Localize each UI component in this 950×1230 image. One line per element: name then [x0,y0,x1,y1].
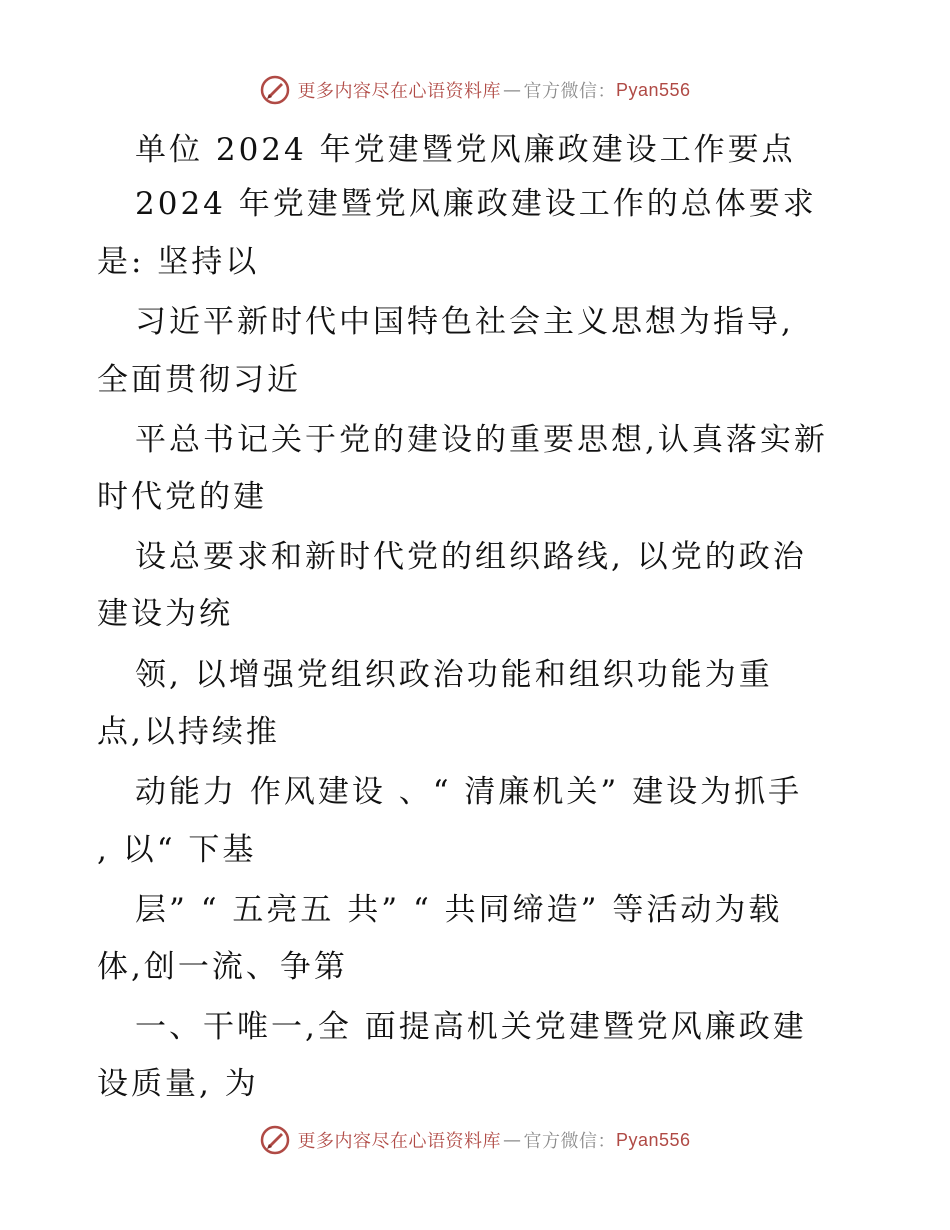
paragraph-line: 全面贯彻习近 [97,362,301,398]
paragraph-line: 一、干唯一,全 面提高机关党建暨党风廉政建 [135,1009,807,1045]
paragraph-line: 平总书记关于党的建设的重要思想,认真落实新 [135,422,828,458]
paragraph-line: 建设为统 [97,596,233,632]
paragraph-line: 领, 以增强党组织政治功能和组织功能为重 [135,657,773,693]
watermark-main-text: 更多内容尽在心语资料库 [297,81,501,102]
paragraph-line: 设质量, 为 [97,1066,259,1102]
watermark-dash: — [502,1129,522,1151]
watermark-wechat-id: Pyan556 [615,79,691,100]
watermark-wechat-id: Pyan556 [615,1129,691,1150]
paragraph-line: 动能力 作风建设 、“ 清廉机关” 建设为抓手 [135,774,803,810]
footer-watermark [0,1120,950,1160]
document-body [97,120,867,1110]
paragraph-line: 设总要求和新时代党的组织路线, 以党的政治 [135,539,807,575]
paragraph-line: 点,以持续推 [97,714,280,750]
paragraph-line: 是: 坚持以 [97,244,260,280]
paragraph-line: 体,创一流、争第 [97,949,348,985]
paragraph-line: 层” “ 五亮五 共” “ 共同缔造” 等活动为载 [135,892,783,928]
watermark-suffix-text: 官方微信： [523,81,616,102]
paragraph-line: 2024 年党建暨党风廉政建设工作的总体要求 [135,186,817,222]
watermark-main-text: 更多内容尽在心语资料库 [297,1131,501,1152]
header-watermark [0,70,950,110]
watermark-dash: — [502,79,522,101]
document-title: 单位 2024 年党建暨党风廉政建设工作要点 [135,132,796,168]
watermark-logo-icon [259,74,291,106]
paragraph-line: 习近平新时代中国特色社会主义思想为指导, [135,304,794,340]
paragraph-line: 时代党的建 [97,479,267,515]
paragraph-line: , 以“ 下基 [97,832,257,868]
watermark-logo-icon [259,1124,291,1156]
watermark-suffix-text: 官方微信： [523,1131,616,1152]
